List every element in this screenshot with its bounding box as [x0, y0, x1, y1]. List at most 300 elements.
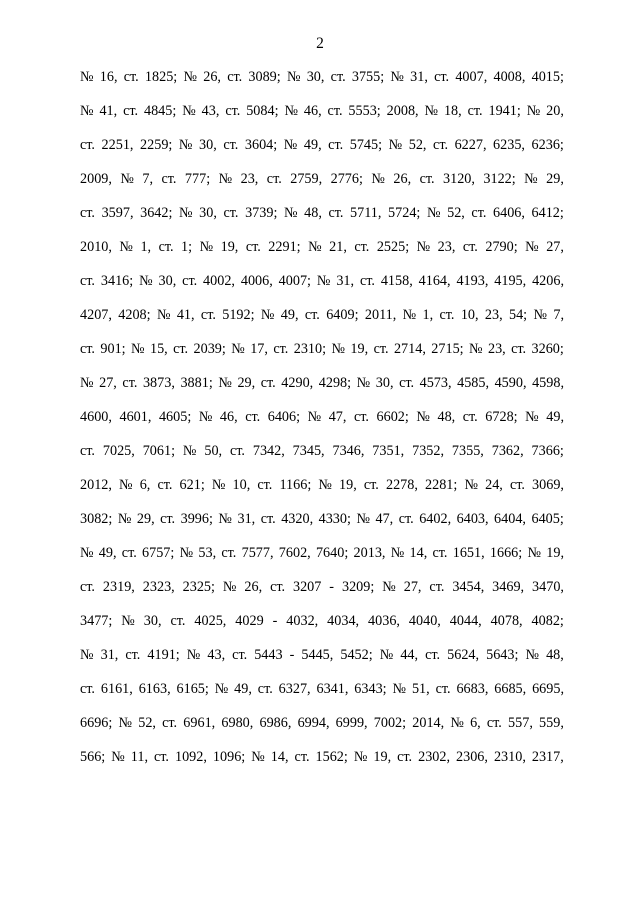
word: 4600, — [80, 409, 112, 425]
word: ст. — [359, 273, 375, 289]
word: 3755; — [351, 69, 385, 85]
word: 1, — [422, 307, 434, 323]
text-line — [80, 339, 564, 373]
word: 6, — [470, 715, 481, 731]
word: 3470, — [532, 579, 564, 595]
word: № — [416, 409, 430, 425]
word: № — [525, 409, 539, 425]
word: 1562; — [315, 749, 348, 765]
word: 6980, — [221, 715, 254, 731]
word: 3416; — [100, 273, 134, 289]
word: ст. — [160, 511, 176, 527]
word: ст. — [182, 273, 198, 289]
text-line — [80, 747, 564, 781]
text-line — [80, 135, 564, 169]
word: ст. — [429, 579, 445, 595]
word: 10, — [232, 477, 251, 493]
word: ст. — [80, 137, 95, 153]
word: 4573, — [419, 375, 452, 391]
word: ст. — [439, 307, 455, 323]
word: ст. — [161, 171, 177, 187]
word: 6, — [139, 477, 151, 493]
word: № — [182, 443, 197, 459]
word: № — [416, 239, 431, 255]
word: № — [186, 647, 201, 663]
word: ст. — [433, 137, 448, 153]
word: 4195, — [494, 273, 527, 289]
word: 29, — [237, 375, 256, 391]
word: 3597, — [101, 205, 134, 221]
word: 4015; — [531, 69, 564, 85]
word: 2776; — [330, 171, 363, 187]
word: 6235, — [493, 137, 525, 153]
word: ст. — [80, 273, 95, 289]
word: 31, — [237, 511, 256, 527]
text-line — [80, 577, 564, 611]
word: 49, — [546, 409, 564, 425]
word: 4585, — [457, 375, 490, 391]
word: ст. — [486, 715, 502, 731]
word: № — [111, 749, 125, 765]
word: 7342, — [252, 443, 285, 459]
word: 31, — [336, 273, 355, 289]
word: № — [182, 103, 196, 119]
word: 23, — [484, 307, 503, 323]
word: 30, — [375, 375, 394, 391]
word: 2009, — [80, 171, 112, 187]
word: 17, — [250, 341, 268, 357]
word: 6402, — [419, 511, 452, 527]
word: ст. — [398, 511, 414, 527]
word: 4208; — [118, 307, 151, 323]
word: 777; — [184, 171, 211, 187]
text-line — [80, 373, 564, 407]
word: ст. — [232, 647, 248, 663]
word: 26, — [203, 69, 221, 85]
word: 4008, — [493, 69, 526, 85]
text-line — [80, 271, 564, 305]
text-line — [80, 203, 564, 237]
word: 2010, — [80, 239, 112, 255]
word: № — [183, 69, 198, 85]
word: 19, — [350, 341, 369, 357]
word: 4206, — [532, 273, 564, 289]
text-line — [80, 441, 564, 475]
word: 6999, — [335, 715, 368, 731]
word: 1166; — [279, 477, 312, 493]
word: ст. — [373, 341, 389, 357]
word: № — [390, 545, 405, 561]
word: 3477; — [80, 613, 113, 629]
word: 52, — [408, 137, 427, 153]
word: № — [117, 511, 132, 527]
word: ст. — [425, 647, 441, 663]
word: 2008, — [386, 103, 419, 119]
word: 4006, — [240, 273, 273, 289]
word: ст. — [397, 749, 413, 765]
word: 6406, — [493, 205, 525, 221]
word: 7351, — [372, 443, 405, 459]
word: № — [318, 477, 332, 493]
word: 1651, — [452, 545, 485, 561]
word: 24, — [485, 477, 503, 493]
word: 6696; — [80, 715, 113, 731]
word: 47, — [328, 409, 347, 425]
text-line — [80, 169, 564, 203]
word: 1666; — [489, 545, 523, 561]
word: 50, — [204, 443, 223, 459]
word: ст. — [158, 239, 174, 255]
word: 44, — [400, 647, 419, 663]
word: 52, — [138, 715, 156, 731]
word: ст. — [223, 137, 239, 153]
word: 2715; — [431, 341, 464, 357]
word: 3739; — [245, 205, 278, 221]
text-line — [80, 67, 564, 101]
word: 27, — [99, 375, 117, 391]
word: 2306, — [456, 749, 488, 765]
word: 30, — [199, 137, 217, 153]
word: № — [469, 341, 483, 357]
word: № — [80, 69, 94, 85]
word: 26, — [393, 171, 412, 187]
word: 31, — [410, 69, 428, 85]
word: 23, — [437, 239, 456, 255]
word: 4590, — [494, 375, 527, 391]
word: 2278, — [385, 477, 418, 493]
word: 7345, — [292, 443, 325, 459]
word: № — [382, 579, 396, 595]
word: 3122; — [483, 171, 516, 187]
word: ст. — [432, 545, 448, 561]
word: № — [390, 69, 404, 85]
word: 31, — [100, 647, 119, 663]
word: № — [120, 171, 134, 187]
text-line — [80, 713, 564, 747]
word: 5643; — [486, 647, 519, 663]
word: 6986, — [259, 715, 292, 731]
word: ст. — [467, 103, 483, 119]
word: 6343; — [354, 681, 387, 697]
word: 3089; — [248, 69, 281, 85]
word: 47, — [375, 511, 394, 527]
word: ст. — [125, 647, 141, 663]
word: 7, — [142, 171, 154, 187]
word: № — [283, 205, 298, 221]
word: 4330; — [318, 511, 351, 527]
word: 901; — [100, 341, 126, 357]
word: ст. — [123, 103, 139, 119]
word: № — [371, 171, 385, 187]
word: 6405; — [531, 511, 564, 527]
text-line — [80, 509, 564, 543]
word: ст. — [122, 375, 138, 391]
word: ст. — [257, 477, 273, 493]
word: № — [211, 477, 226, 493]
word: 566; — [80, 749, 106, 765]
word: 6994, — [297, 715, 330, 731]
word: 2011, — [364, 307, 397, 323]
word: № — [178, 137, 193, 153]
word: 7362, — [491, 443, 524, 459]
word: ст. — [225, 103, 241, 119]
word: 41, — [176, 307, 195, 323]
text-line — [80, 611, 564, 645]
word: 20, — [546, 103, 564, 119]
word: 21, — [329, 239, 347, 255]
word: ст. — [80, 579, 95, 595]
word: ст. — [354, 239, 370, 255]
word: 5445, — [301, 647, 334, 663]
word: № — [80, 375, 94, 391]
word: 7002; — [373, 715, 407, 731]
word: 48, — [304, 205, 322, 221]
word: ст. — [154, 749, 169, 765]
word: № — [218, 171, 233, 187]
document-body — [80, 67, 564, 781]
word: 16, — [99, 69, 118, 85]
word: 4598, — [532, 375, 564, 391]
word: 1941; — [488, 103, 521, 119]
word: 49, — [234, 681, 252, 697]
word: 2325; — [182, 579, 215, 595]
word: 6404, — [494, 511, 526, 527]
word: 14, — [409, 545, 428, 561]
word: 4320, — [281, 511, 314, 527]
word: 2310, — [493, 749, 526, 765]
word: № — [286, 69, 301, 85]
word: 53, — [198, 545, 217, 561]
word: № — [80, 103, 94, 119]
word: 7640; — [315, 545, 349, 561]
word: 15, — [149, 341, 168, 357]
word: № — [388, 137, 403, 153]
word: 3604; — [244, 137, 278, 153]
word: 48, — [437, 409, 456, 425]
word: 1825; — [144, 69, 178, 85]
word: ст. — [509, 477, 525, 493]
word: 6161, — [100, 681, 133, 697]
word: 2317, — [531, 749, 564, 765]
word: ст. — [353, 409, 369, 425]
word: 1096; — [212, 749, 246, 765]
text-line — [80, 407, 564, 441]
word: № — [424, 103, 439, 119]
word: 2323, — [142, 579, 175, 595]
word: 10, — [460, 307, 479, 323]
word: 2039; — [193, 341, 226, 357]
word: ст. — [434, 69, 450, 85]
word: 49, — [98, 545, 117, 561]
word: ст. — [221, 545, 237, 561]
word: ст. — [294, 749, 310, 765]
word: ст. — [245, 409, 261, 425]
word: 2259; — [140, 137, 173, 153]
word: 3469, — [492, 579, 525, 595]
word: ст. — [462, 409, 478, 425]
word: 18, — [443, 103, 462, 119]
word: ст. — [471, 205, 487, 221]
page-number: 2 — [316, 35, 324, 52]
word: 46, — [219, 409, 238, 425]
word: 43, — [207, 647, 226, 663]
word: 7352, — [412, 443, 445, 459]
word: ст. — [229, 443, 245, 459]
word: 7577, — [241, 545, 274, 561]
word: 6602; — [376, 409, 409, 425]
word: 5624, — [447, 647, 480, 663]
word: ст. — [245, 239, 261, 255]
text-line — [80, 645, 564, 679]
word: № — [524, 171, 538, 187]
word: № — [316, 273, 331, 289]
word: 2013, — [353, 545, 386, 561]
word: № — [218, 511, 232, 527]
word: 29, — [546, 171, 564, 187]
word: 4082; — [531, 613, 564, 629]
word: ст. — [419, 171, 435, 187]
word: - — [329, 579, 335, 595]
word: 7346, — [332, 443, 365, 459]
word: № — [80, 647, 94, 663]
word: 4032, — [286, 613, 319, 629]
word: 52, — [447, 205, 465, 221]
word: № — [284, 103, 298, 119]
word: ст. — [266, 171, 282, 187]
word: 4158, — [380, 273, 413, 289]
word: 3642; — [140, 205, 173, 221]
word: 7061; — [142, 443, 176, 459]
word: ст. — [304, 307, 320, 323]
word: 49, — [280, 307, 299, 323]
word: 3207 — [292, 579, 322, 595]
word: № — [527, 545, 542, 561]
word: 6236; — [531, 137, 564, 153]
word: 23, — [487, 341, 506, 357]
word: 2319, — [102, 579, 135, 595]
word: 3082; — [80, 511, 113, 527]
word: 5553; — [348, 103, 381, 119]
word: ст. — [257, 681, 273, 697]
word: № — [283, 137, 298, 153]
word: ст. — [260, 511, 276, 527]
word: № — [121, 613, 135, 629]
word: 3454, — [452, 579, 485, 595]
word: ст. — [123, 69, 139, 85]
word: 559, — [539, 715, 564, 731]
word: 54; — [508, 307, 528, 323]
word: 1; — [181, 239, 193, 255]
word: 6412; — [531, 205, 564, 221]
word: 5724; — [388, 205, 421, 221]
word: 6341, — [316, 681, 349, 697]
word: 26, — [244, 579, 263, 595]
word: № — [525, 647, 540, 663]
word: 30, — [199, 205, 217, 221]
word: 6683, — [456, 681, 489, 697]
word: 2790; — [485, 239, 518, 255]
word: 5745; — [349, 137, 383, 153]
word: - — [272, 613, 278, 629]
word: № — [156, 307, 171, 323]
word: 27, — [403, 579, 422, 595]
word: № — [392, 681, 407, 697]
word: 2714, — [393, 341, 426, 357]
word: 2281; — [425, 477, 458, 493]
word: 27, — [546, 239, 564, 255]
word: ст. — [227, 69, 243, 85]
word: № — [356, 511, 370, 527]
text-line — [80, 475, 564, 509]
word: ст. — [173, 341, 189, 357]
word: № — [119, 477, 133, 493]
word: № — [525, 239, 539, 255]
word: № — [214, 681, 229, 697]
word: 3260; — [531, 341, 564, 357]
word: 7355, — [451, 443, 484, 459]
word: ст. — [270, 579, 286, 595]
word: 4040, — [408, 613, 441, 629]
word: 2302, — [418, 749, 451, 765]
word: № — [450, 715, 464, 731]
word: ст. — [328, 205, 344, 221]
word: 4078, — [490, 613, 523, 629]
word: ст. — [80, 443, 95, 459]
word: 7602, — [278, 545, 311, 561]
word: 30, — [158, 273, 177, 289]
word: № — [426, 205, 441, 221]
word: 48, — [546, 647, 564, 663]
word: 4298; — [318, 375, 352, 391]
word: ст. — [80, 205, 95, 221]
word: № — [353, 749, 368, 765]
word: 6227, — [454, 137, 487, 153]
word: 30, — [143, 613, 162, 629]
word: 4290, — [281, 375, 314, 391]
word: 29, — [136, 511, 155, 527]
word: № — [464, 477, 478, 493]
word: 3069, — [532, 477, 564, 493]
word: 3881; — [180, 375, 213, 391]
text-line — [80, 237, 564, 271]
text-line — [80, 543, 564, 577]
word: 6163, — [138, 681, 171, 697]
word: 6406; — [267, 409, 301, 425]
word: 6757; — [142, 545, 175, 561]
word: 3209; — [341, 579, 375, 595]
word: № — [118, 715, 133, 731]
word: ст. — [260, 375, 276, 391]
word: 4164, — [418, 273, 451, 289]
word: № — [356, 375, 371, 391]
word: 19, — [220, 239, 239, 255]
word: 2012, — [80, 477, 112, 493]
word: ст. — [121, 545, 137, 561]
word: - — [289, 647, 295, 663]
text-line — [80, 101, 564, 135]
word: ст. — [273, 341, 289, 357]
word: ст. — [399, 375, 415, 391]
word: ст. — [435, 681, 451, 697]
word: № — [119, 239, 133, 255]
word: 7, — [553, 307, 564, 323]
word: 2291; — [268, 239, 301, 255]
word: 2759, — [290, 171, 323, 187]
word: ст. — [80, 681, 95, 697]
word: 2525; — [376, 239, 410, 255]
word: 46, — [303, 103, 322, 119]
word: 7025, — [102, 443, 135, 459]
